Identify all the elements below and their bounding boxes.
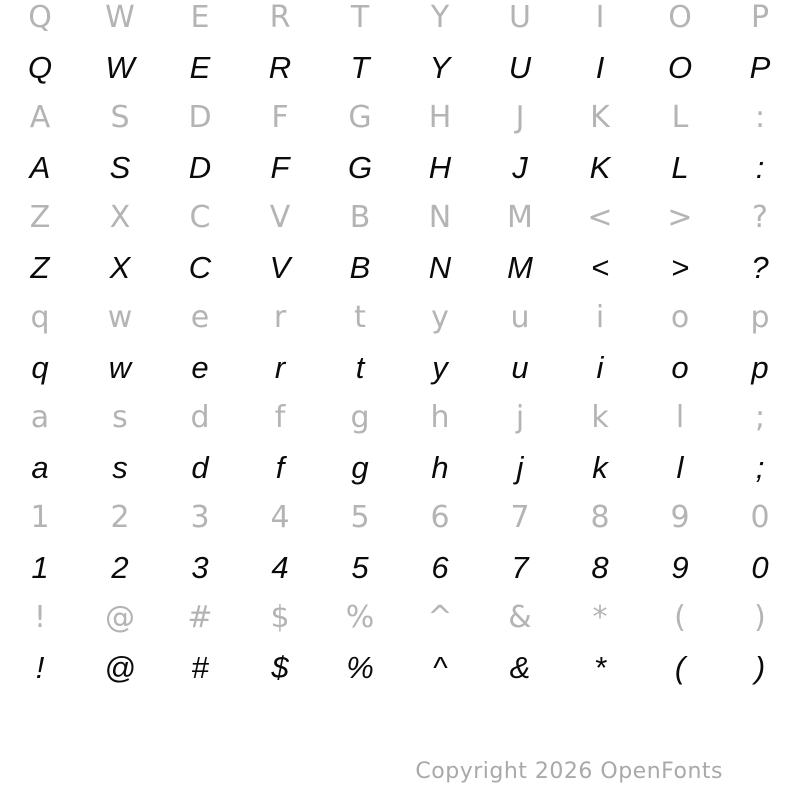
glyph-cell: 4 bbox=[270, 500, 290, 535]
glyph-cell: l bbox=[675, 400, 685, 435]
glyph-row bbox=[0, 543, 800, 593]
glyph-cell: < bbox=[587, 200, 613, 235]
glyph-row bbox=[0, 143, 800, 193]
glyph-cell: S bbox=[109, 150, 131, 185]
glyph-cell: 6 bbox=[431, 550, 449, 585]
glyph-cell: S bbox=[110, 100, 130, 135]
glyph-cell: B bbox=[349, 200, 371, 235]
glyph-cell: $ bbox=[271, 650, 289, 685]
glyph-row bbox=[0, 593, 800, 643]
glyph-cell: M bbox=[507, 200, 533, 235]
glyph-cell: Z bbox=[30, 250, 50, 285]
glyph-cell: 8 bbox=[591, 550, 609, 585]
glyph-cell: V bbox=[269, 250, 291, 285]
glyph-cell: I bbox=[595, 0, 605, 35]
glyph-cell: P bbox=[749, 50, 771, 85]
glyph-cell: f bbox=[274, 400, 286, 435]
glyph-cell: N bbox=[428, 200, 452, 235]
glyph-cell: t bbox=[354, 300, 366, 335]
glyph-cell: j bbox=[515, 400, 525, 435]
glyph-cell: ; bbox=[754, 400, 766, 435]
glyph-row bbox=[0, 443, 800, 493]
glyph-cell: ) bbox=[754, 650, 766, 685]
glyph-cell: t bbox=[355, 350, 365, 385]
glyph-cell: W bbox=[105, 50, 135, 85]
glyph-cell: 6 bbox=[430, 500, 450, 535]
glyph-cell: w bbox=[107, 300, 133, 335]
glyph-cell: q bbox=[31, 350, 49, 385]
glyph-cell: y bbox=[431, 300, 449, 335]
glyph-cell: s bbox=[112, 450, 128, 485]
glyph-cell: * bbox=[593, 650, 607, 685]
glyph-cell: $ bbox=[270, 600, 290, 635]
glyph-cell: A bbox=[29, 100, 51, 135]
glyph-cell: ^ bbox=[432, 650, 448, 685]
glyph-row bbox=[0, 293, 800, 343]
glyph-cell: B bbox=[349, 250, 371, 285]
glyph-cell: M bbox=[507, 250, 533, 285]
glyph-cell: O bbox=[667, 50, 693, 85]
glyph-cell: C bbox=[189, 200, 211, 235]
glyph-cell: ) bbox=[754, 600, 766, 635]
glyph-cell: R bbox=[269, 0, 291, 35]
glyph-cell: K bbox=[589, 150, 611, 185]
glyph-cell: g bbox=[351, 450, 369, 485]
glyph-cell: a bbox=[31, 450, 49, 485]
glyph-cell: l bbox=[676, 450, 684, 485]
glyph-cell: k bbox=[591, 400, 609, 435]
glyph-cell: # bbox=[187, 600, 213, 635]
glyph-cell: 1 bbox=[30, 500, 50, 535]
glyph-cell: V bbox=[269, 200, 291, 235]
glyph-cell: X bbox=[109, 250, 131, 285]
glyph-cell: R bbox=[268, 50, 292, 85]
glyph-cell: Y bbox=[429, 50, 451, 85]
glyph-cell: F bbox=[271, 100, 289, 135]
glyph-cell: 3 bbox=[190, 500, 210, 535]
glyph-cell: d bbox=[190, 400, 210, 435]
glyph-cell: ( bbox=[674, 600, 686, 635]
glyph-cell: 4 bbox=[271, 550, 289, 585]
glyph-cell: L bbox=[671, 150, 689, 185]
glyph-cell: H bbox=[428, 100, 452, 135]
glyph-cell: h bbox=[430, 400, 450, 435]
glyph-cell: E bbox=[190, 0, 210, 35]
glyph-cell: 5 bbox=[351, 550, 369, 585]
glyph-cell: W bbox=[105, 0, 135, 35]
glyph-cell: ? bbox=[752, 200, 768, 235]
glyph-cell: k bbox=[592, 450, 608, 485]
glyph-cell: # bbox=[191, 650, 209, 685]
glyph-cell: @ bbox=[104, 650, 136, 685]
glyph-cell: h bbox=[431, 450, 449, 485]
glyph-cell: 2 bbox=[110, 500, 130, 535]
glyph-cell: i bbox=[596, 350, 604, 385]
glyph-cell: D bbox=[188, 100, 212, 135]
glyph-cell: r bbox=[273, 300, 287, 335]
glyph-cell: o bbox=[671, 350, 689, 385]
glyph-row bbox=[0, 93, 800, 143]
glyph-cell: @ bbox=[105, 600, 135, 635]
glyph-cell: 5 bbox=[350, 500, 370, 535]
glyph-row bbox=[0, 243, 800, 293]
glyph-cell: > bbox=[667, 200, 693, 235]
glyph-cell: e bbox=[191, 350, 209, 385]
glyph-cell: 9 bbox=[670, 500, 690, 535]
glyph-row bbox=[0, 643, 800, 693]
glyph-cell: 3 bbox=[191, 550, 209, 585]
glyph-cell: 0 bbox=[751, 550, 769, 585]
glyph-cell: 2 bbox=[111, 550, 129, 585]
glyph-row bbox=[0, 43, 800, 93]
glyph-cell: Z bbox=[29, 200, 51, 235]
glyph-cell: ; bbox=[755, 450, 765, 485]
glyph-cell: < bbox=[590, 250, 610, 285]
glyph-cell: ? bbox=[751, 250, 769, 285]
glyph-cell: % bbox=[345, 600, 375, 635]
glyph-cell: w bbox=[108, 350, 132, 385]
glyph-cell: 8 bbox=[590, 500, 610, 535]
glyph-cell: 1 bbox=[31, 550, 49, 585]
copyright-text: Copyright 2026 OpenFonts bbox=[415, 759, 723, 784]
glyph-cell: ! bbox=[35, 650, 45, 685]
glyph-row bbox=[0, 393, 800, 443]
glyph-cell: ! bbox=[33, 600, 47, 635]
glyph-cell: e bbox=[190, 300, 210, 335]
glyph-cell: H bbox=[428, 150, 452, 185]
glyph-cell: D bbox=[188, 150, 212, 185]
glyph-cell: & bbox=[509, 650, 531, 685]
glyph-cell: 0 bbox=[750, 500, 770, 535]
glyph-row bbox=[0, 0, 800, 43]
glyph-cell: O bbox=[668, 0, 692, 35]
glyph-cell: G bbox=[347, 150, 373, 185]
glyph-cell: : bbox=[755, 150, 765, 185]
glyph-cell: s bbox=[112, 400, 128, 435]
glyph-cell: ^ bbox=[427, 600, 453, 635]
glyph-cell: r bbox=[274, 350, 286, 385]
glyph-cell: > bbox=[670, 250, 690, 285]
glyph-cell: X bbox=[109, 200, 131, 235]
glyph-cell: d bbox=[191, 450, 209, 485]
glyph-cell: % bbox=[346, 650, 374, 685]
glyph-cell: 7 bbox=[511, 550, 529, 585]
glyph-cell: * bbox=[592, 600, 608, 635]
glyph-cell: K bbox=[590, 100, 610, 135]
glyph-cell: 7 bbox=[510, 500, 530, 535]
glyph-cell: T bbox=[350, 50, 370, 85]
glyph-cell: Q bbox=[27, 50, 53, 85]
glyph-cell: Y bbox=[430, 0, 450, 35]
glyph-cell: g bbox=[350, 400, 370, 435]
glyph-cell: U bbox=[508, 50, 532, 85]
glyph-cell: i bbox=[595, 300, 605, 335]
glyph-cell: u bbox=[511, 350, 529, 385]
glyph-cell: & bbox=[508, 600, 532, 635]
glyph-row bbox=[0, 493, 800, 543]
glyph-cell: Q bbox=[28, 0, 52, 35]
glyph-cell: L bbox=[671, 100, 689, 135]
glyph-cell: A bbox=[29, 150, 51, 185]
glyph-cell: o bbox=[670, 300, 690, 335]
glyph-cell: P bbox=[750, 0, 770, 35]
glyph-cell: G bbox=[348, 100, 372, 135]
glyph-cell: J bbox=[512, 150, 528, 185]
glyph-cell: : bbox=[754, 100, 766, 135]
glyph-cell: T bbox=[350, 0, 370, 35]
glyph-cell: j bbox=[516, 450, 524, 485]
glyph-cell: I bbox=[595, 50, 605, 85]
glyph-cell: p bbox=[751, 350, 769, 385]
glyph-cell: ( bbox=[674, 650, 686, 685]
glyph-cell: U bbox=[509, 0, 531, 35]
glyph-cell: E bbox=[189, 50, 211, 85]
glyph-cell: 9 bbox=[671, 550, 689, 585]
glyph-cell: y bbox=[432, 350, 448, 385]
glyph-row bbox=[0, 193, 800, 243]
glyph-cell: u bbox=[510, 300, 530, 335]
glyph-cell: J bbox=[515, 100, 525, 135]
glyph-cell: F bbox=[270, 150, 290, 185]
glyph-cell: N bbox=[428, 250, 452, 285]
glyph-cell: f bbox=[275, 450, 285, 485]
glyph-row bbox=[0, 343, 800, 393]
glyph-cell: p bbox=[750, 300, 770, 335]
glyph-cell: C bbox=[188, 250, 212, 285]
glyph-cell: q bbox=[30, 300, 50, 335]
glyph-cell: a bbox=[30, 400, 50, 435]
